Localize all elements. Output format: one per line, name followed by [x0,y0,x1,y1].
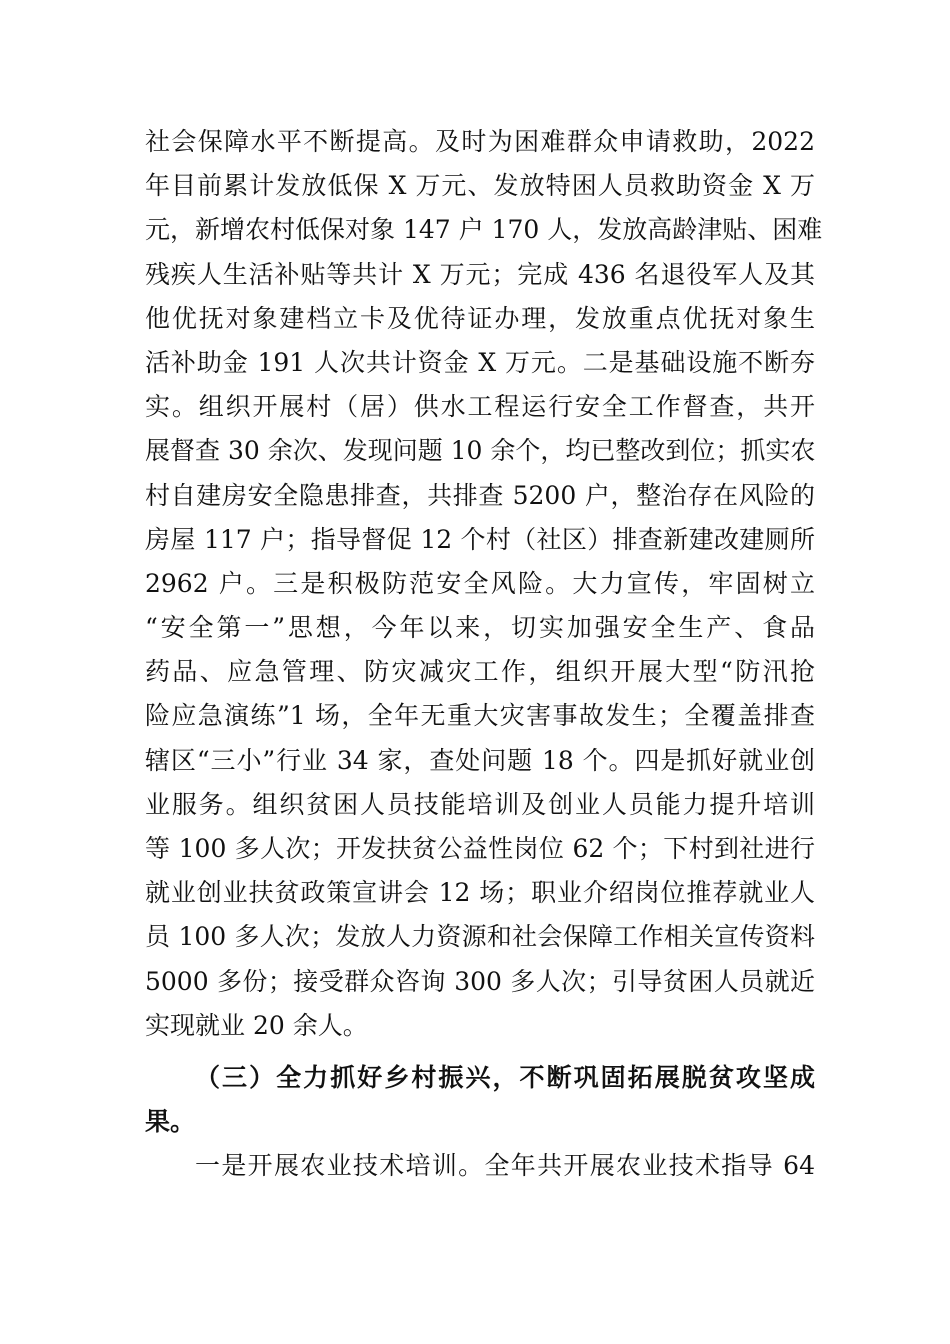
body-paragraph [145,120,823,1048]
heading-line: 果。 [145,1107,196,1137]
text-line: “安全第一”思想，今年以来，切实加强安全生产、食品 [145,613,815,643]
text-line: 辖区“三小”行业 34 家，查处问题 18 个。四是抓好就业创 [145,745,815,775]
text-line: 2962 户。三是积极防范安全风险。大力宣传，牢固树立 [145,568,815,598]
text-line: 员 100 多人次；发放人力资源和社会保障工作相关宣传资料 [145,922,815,952]
text-line: 村自建房安全隐患排查，共排查 5200 户，整治存在风险的 [145,480,815,510]
text-line: 等 100 多人次；开发扶贫公益性岗位 62 个；下村到社进行 [145,834,815,863]
paragraph-gap [145,1048,815,1056]
text-line: 房屋 117 户；指导督促 12 个村（社区）排查新建改建厕所 [145,524,815,554]
document-body [145,120,823,1189]
text-line: 一是开展农业技术培训。全年共开展农业技术指导 64 [195,1151,815,1181]
text-line: 实现就业 20 余人。 [145,1010,368,1040]
text-line: 药品、应急管理、防灾减灾工作，组织开展大型“防汛抢 [145,657,815,687]
heading-line: （三）全力抓好乡村振兴，不断巩固拓展脱贫攻坚成 [195,1062,815,1092]
body-paragraph [145,1144,815,1188]
text-line: 年目前累计发放低保 X 万元、发放特困人员救助资金 X 万 [145,171,815,201]
text-line: 活补助金 191 人次共计资金 X 万元。二是基础设施不断夯 [145,347,815,377]
text-line: 就业创业扶贫政策宣讲会 12 场；职业介绍岗位推荐就业人 [145,878,815,908]
section-heading [145,1056,815,1144]
text-line: 险应急演练”1 场，全年无重大灾害事故发生；全覆盖排查 [145,701,815,731]
text-line: 社会保障水平不断提高。及时为困难群众申请救助，2022 [145,127,815,156]
text-line: 5000 多份；接受群众咨询 300 多人次；引导贫困人员就近 [145,966,815,996]
text-line: 业服务。组织贫困人员技能培训及创业人员能力提升培训 [145,789,815,819]
text-line: 实。组织开展村（居）供水工程运行安全工作督查，共开 [145,392,815,422]
text-line: 残疾人生活补贴等共计 X 万元；完成 436 名退役军人及其 [145,259,815,289]
text-line: 展督查 30 余次、发现问题 10 余个，均已整改到位；抓实农 [145,436,816,466]
text-line: 元，新增农村低保对象 147 户 170 人，发放高龄津贴、困难 [145,215,823,245]
text-line: 他优抚对象建档立卡及优待证办理，发放重点优抚对象生 [145,303,815,333]
